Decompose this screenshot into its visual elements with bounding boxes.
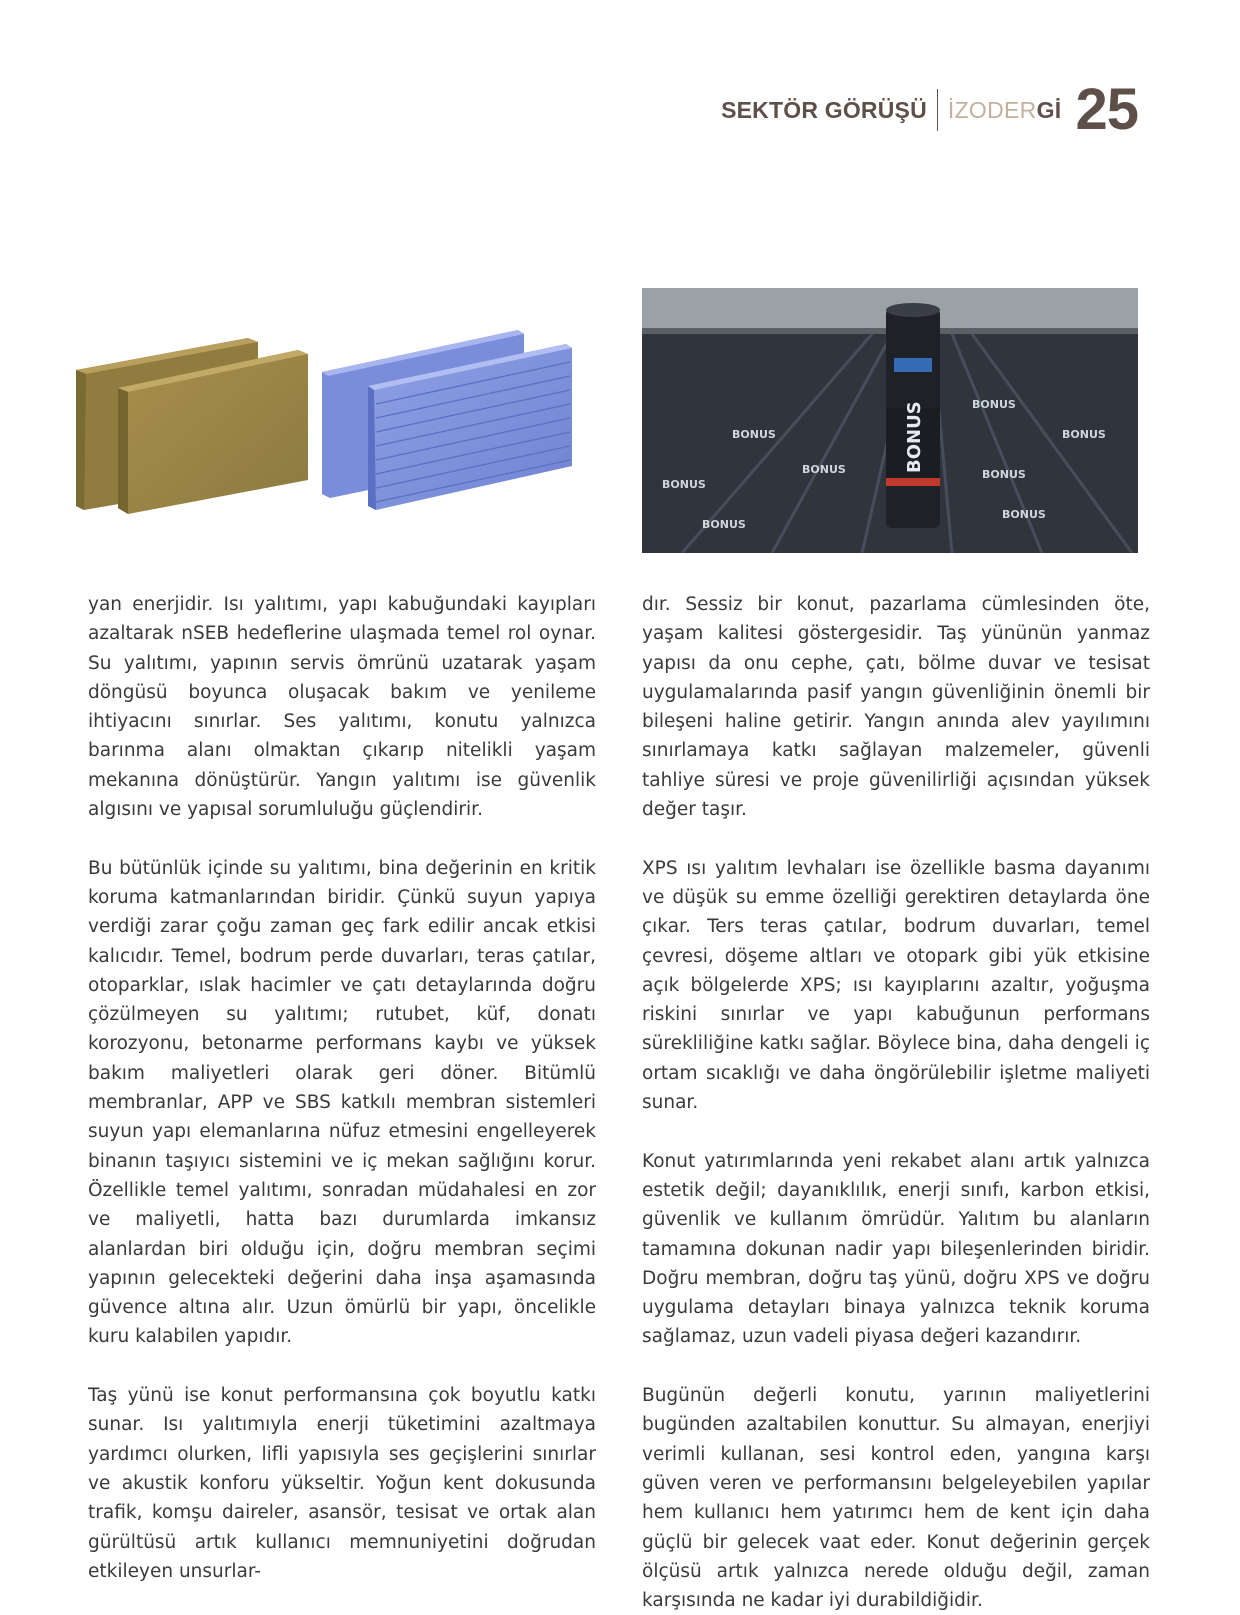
paragraph: Konut yatırımlarında yeni rekabet alanı artık yalnızca estetik değil; dayanıklılık, enerji sınıfı, karbon etkisi, güvenlik ve kullanım ömrüdür. Yalıtım bu alanların tamamına dokunan nadir yapı bileşenlerinden biridir. Doğru membran, doğru taş yünü, doğru XPS ve doğru uygulama detayları binaya yalnızca teknik koruma sağlamaz, uzun vadeli piyasa değeri kazandırır. xyxy=(642,1150,1150,1348)
article-column-left xyxy=(88,590,596,1586)
membrane-roof-photo xyxy=(642,288,1138,553)
paragraph: Bugünün değerli konutu, yarının maliyetlerini bugünden azaltabilen konuttur. Su almayan, enerjiyi verimli kullanan, sesi kontrol eden, yangına karşı güven veren ve performansını belgeleyebilen yapılar hem kullanıcı hem yatırımcı hem de kent için daha güçlü bir gelecek vaat eder. Konut değerinin gerçek ölçüsü artık yalnızca nerede olduğu değil, zaman karşısında ne kadar iyi durabildiğidir. xyxy=(642,1385,1150,1612)
header-divider xyxy=(937,89,938,131)
section-title: SEKTÖR GÖRÜŞÜ xyxy=(721,96,927,123)
roll-label: BONUS xyxy=(904,401,925,473)
magazine-logo: İZODERGİ xyxy=(947,96,1062,123)
paragraph: yan enerjidir. Isı yalıtımı, yapı kabuğundaki kayıpları azaltarak nSEB hedeflerine ulaşmada temel rol oynar. Su yalıtımı, yapının servis ömrünü uzatarak yaşam döngüsü boyunca oluşacak bakım ve yenileme ihtiyacını sınırlar. Ses yalıtımı, konutu yalnızca barınma alanı olmaktan çıkarıp nitelikli yaşam mekanına dönüştürür. Yangın yalıtımı ise güvenlik algısını ve yapısal sorumluluğu güçlendirir. xyxy=(88,594,596,821)
page-header xyxy=(721,77,1138,142)
brand-print: BONUS xyxy=(1002,508,1046,521)
brand-print: BONUS xyxy=(702,518,746,531)
paragraph: XPS ısı yalıtım levhaları ise özellikle basma dayanımı ve düşük su emme özelliği gerektiren detaylarda öne çıkar. Ters teras çatılar, bodrum duvarları, temel çevresi, döşeme altları ve otopark gibi yük etkisine açık bölgelerde XPS; ısı kayıplarını azaltır, yoğuşma riskini sınırlar ve yapı kabuğunun performans sürekliliğine katkı sağlar. Böylece bina, daha dengeli iç ortam sıcaklığı ve daha öngörülebilir işletme maliyeti sunar. xyxy=(642,857,1150,1114)
brand-print: BONUS xyxy=(972,398,1016,411)
brand-print: BONUS xyxy=(982,468,1026,481)
brand-print: BONUS xyxy=(1062,428,1106,441)
article-column-right xyxy=(642,590,1150,1615)
brand-print: BONUS xyxy=(662,478,706,491)
paragraph: dır. Sessiz bir konut, pazarlama cümlesinden öte, yaşam kalitesi göstergesidir. Taş yününün yanmaz yapısı da onu cephe, çatı, bölme duvar ve tesisat uygulamalarında pasif yangın güvenliğinin önemli bir bileşeni haline getirir. Yangın anında alev yayılımını sınırlamaya katkı sağlayan malzemeler, güvenli tahliye süresi ve proje güvenilirliği açısından yüksek değer taşır. xyxy=(642,594,1150,821)
paragraph: Bu bütünlük içinde su yalıtımı, bina değerinin en kritik koruma katmanlarından biridir. Çünkü suyun yapıya verdiği zarar çoğu zaman geç fark edilir ancak etkisi kalıcıdır. Temel, bodrum perde duvarları, teras çatılar, otoparklar, ıslak hacimler ve çatı detaylarında doğru çözülmeyen su yalıtımı; rutubet, küf, donatı korozyonu, betonarme performans kaybı ve yüksek bakım maliyetleri olarak geri döner. Bitümlü membranlar, APP ve SBS katkılı membran sistemleri suyun yapı elemanlarına nüfuz etmesini engelleyerek binanın taşıyıcı sistemini ve iç mekan sağlığını korur. Özellikle temel yalıtımı, sonradan müdahalesi en zor ve maliyetli, hatta bazı durumlarda imkansız alanlardan biri olduğu için, doğru membran seçimi yapının gelecekteki değerini daha inşa aşamasında güvence altına alır. Uzun ömürlü bir yapı, öncelikle kuru kalabilen yapıdır. xyxy=(88,857,596,1348)
brand-print: BONUS xyxy=(732,428,776,441)
brand-print: BONUS xyxy=(802,463,846,476)
insulation-boards-image xyxy=(72,330,592,530)
paragraph: Taş yünü ise konut performansına çok boyutlu katkı sunar. Isı yalıtımıyla enerji tüketimini azaltmaya yardımcı olurken, lifli yapısıyla ses geçişlerini sınırlar ve akustik konforu yükseltir. Yoğun kent dokusunda trafik, komşu daireler, asansör, tesisat ve ortak alan gürültüsü artık kullanıcı memnuniyetini doğrudan etkileyen unsurlar- xyxy=(88,1385,596,1582)
page-number: 25 xyxy=(1075,77,1138,142)
